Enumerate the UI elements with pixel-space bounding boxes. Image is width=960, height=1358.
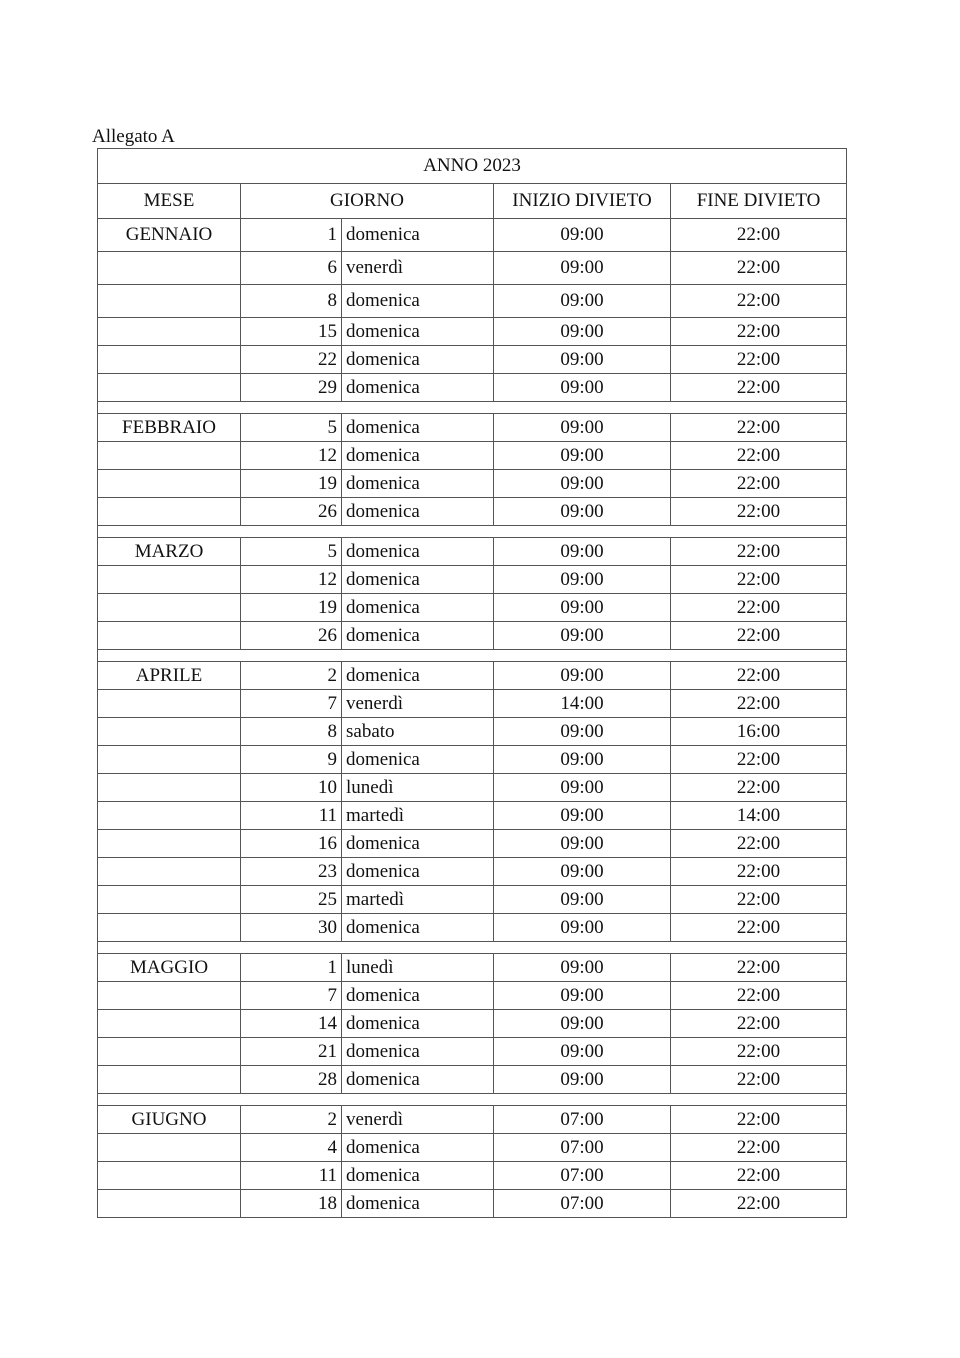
table-row — [98, 1010, 847, 1038]
day-number-cell: 11 — [241, 1162, 342, 1190]
end-time-cell: 22:00 — [671, 346, 847, 374]
weekday-cell: domenica — [342, 914, 494, 942]
end-time-cell: 22:00 — [671, 498, 847, 526]
day-number-cell: 16 — [241, 830, 342, 858]
end-time-cell: 22:00 — [671, 1162, 847, 1190]
start-time-cell: 09:00 — [494, 374, 671, 402]
month-cell — [98, 1134, 241, 1162]
day-number-cell: 7 — [241, 690, 342, 718]
month-cell — [98, 442, 241, 470]
end-time-cell: 22:00 — [671, 414, 847, 442]
month-cell — [98, 1162, 241, 1190]
end-time-cell: 22:00 — [671, 1038, 847, 1066]
day-number-cell: 23 — [241, 858, 342, 886]
month-separator-row — [98, 402, 847, 414]
table-row — [98, 774, 847, 802]
weekday-cell: domenica — [342, 1010, 494, 1038]
end-time-cell: 22:00 — [671, 219, 847, 252]
day-number-cell: 8 — [241, 718, 342, 746]
month-cell — [98, 346, 241, 374]
weekday-cell: venerdì — [342, 1106, 494, 1134]
end-time-cell: 22:00 — [671, 746, 847, 774]
start-time-cell: 09:00 — [494, 774, 671, 802]
table-row — [98, 802, 847, 830]
end-time-cell: 22:00 — [671, 774, 847, 802]
start-time-cell: 09:00 — [494, 1066, 671, 1094]
end-time-cell: 22:00 — [671, 690, 847, 718]
end-time-cell: 22:00 — [671, 982, 847, 1010]
start-time-cell: 09:00 — [494, 594, 671, 622]
month-cell — [98, 318, 241, 346]
end-time-cell: 22:00 — [671, 1134, 847, 1162]
start-time-cell: 09:00 — [494, 285, 671, 318]
day-number-cell: 2 — [241, 1106, 342, 1134]
month-cell — [98, 594, 241, 622]
day-number-cell: 19 — [241, 470, 342, 498]
end-time-cell: 14:00 — [671, 802, 847, 830]
end-time-cell: 22:00 — [671, 830, 847, 858]
table-row — [98, 1066, 847, 1094]
day-number-cell: 5 — [241, 414, 342, 442]
table-row — [98, 982, 847, 1010]
start-time-cell: 09:00 — [494, 252, 671, 285]
start-time-cell: 09:00 — [494, 346, 671, 374]
table-row — [98, 954, 847, 982]
separator-cell — [98, 526, 847, 538]
weekday-cell: domenica — [342, 442, 494, 470]
table-row — [98, 718, 847, 746]
month-cell — [98, 1190, 241, 1218]
month-separator-row — [98, 1094, 847, 1106]
end-time-cell: 22:00 — [671, 374, 847, 402]
end-time-cell: 16:00 — [671, 718, 847, 746]
month-cell: FEBBRAIO — [98, 414, 241, 442]
table-row — [98, 374, 847, 402]
table-row — [98, 252, 847, 285]
separator-cell — [98, 402, 847, 414]
month-separator-row — [98, 650, 847, 662]
weekday-cell: domenica — [342, 1066, 494, 1094]
day-number-cell: 19 — [241, 594, 342, 622]
start-time-cell: 09:00 — [494, 830, 671, 858]
table-title: ANNO 2023 — [98, 149, 847, 184]
day-number-cell: 26 — [241, 622, 342, 650]
start-time-cell: 07:00 — [494, 1190, 671, 1218]
day-number-cell: 26 — [241, 498, 342, 526]
month-cell — [98, 622, 241, 650]
month-cell — [98, 982, 241, 1010]
weekday-cell: domenica — [342, 1134, 494, 1162]
weekday-cell: martedì — [342, 802, 494, 830]
end-time-cell: 22:00 — [671, 594, 847, 622]
table-row — [98, 1106, 847, 1134]
end-time-cell: 22:00 — [671, 442, 847, 470]
start-time-cell: 09:00 — [494, 1010, 671, 1038]
day-number-cell: 2 — [241, 662, 342, 690]
day-number-cell: 6 — [241, 252, 342, 285]
start-time-cell: 09:00 — [494, 622, 671, 650]
end-time-cell: 22:00 — [671, 252, 847, 285]
start-time-cell: 09:00 — [494, 1038, 671, 1066]
table-row — [98, 914, 847, 942]
start-time-cell: 09:00 — [494, 538, 671, 566]
day-number-cell: 21 — [241, 1038, 342, 1066]
end-time-cell: 22:00 — [671, 622, 847, 650]
day-number-cell: 28 — [241, 1066, 342, 1094]
start-time-cell: 09:00 — [494, 914, 671, 942]
weekday-cell: domenica — [342, 318, 494, 346]
weekday-cell: domenica — [342, 566, 494, 594]
header-mese: MESE — [98, 184, 241, 219]
month-cell — [98, 1066, 241, 1094]
day-number-cell: 29 — [241, 374, 342, 402]
weekday-cell: domenica — [342, 285, 494, 318]
end-time-cell: 22:00 — [671, 1066, 847, 1094]
start-time-cell: 09:00 — [494, 982, 671, 1010]
table-row — [98, 566, 847, 594]
weekday-cell: lunedì — [342, 774, 494, 802]
separator-cell — [98, 1094, 847, 1106]
weekday-cell: venerdì — [342, 252, 494, 285]
month-cell — [98, 374, 241, 402]
table-row — [98, 1038, 847, 1066]
month-cell — [98, 252, 241, 285]
table-row — [98, 1190, 847, 1218]
start-time-cell: 09:00 — [494, 954, 671, 982]
table-row — [98, 442, 847, 470]
table-title-row — [98, 149, 847, 184]
day-number-cell: 12 — [241, 566, 342, 594]
weekday-cell: domenica — [342, 414, 494, 442]
header-giorno: GIORNO — [241, 184, 494, 219]
weekday-cell: domenica — [342, 219, 494, 252]
weekday-cell: domenica — [342, 1190, 494, 1218]
day-number-cell: 1 — [241, 954, 342, 982]
table-row — [98, 690, 847, 718]
table-row — [98, 318, 847, 346]
start-time-cell: 09:00 — [494, 746, 671, 774]
day-number-cell: 1 — [241, 219, 342, 252]
table-row — [98, 470, 847, 498]
header-fine-divieto: FINE DIVIETO — [671, 184, 847, 219]
month-cell — [98, 830, 241, 858]
weekday-cell: domenica — [342, 594, 494, 622]
start-time-cell: 09:00 — [494, 858, 671, 886]
weekday-cell: lunedì — [342, 954, 494, 982]
end-time-cell: 22:00 — [671, 1190, 847, 1218]
month-cell: APRILE — [98, 662, 241, 690]
end-time-cell: 22:00 — [671, 1010, 847, 1038]
weekday-cell: domenica — [342, 1162, 494, 1190]
weekday-cell: domenica — [342, 538, 494, 566]
start-time-cell: 09:00 — [494, 414, 671, 442]
day-number-cell: 18 — [241, 1190, 342, 1218]
month-cell — [98, 886, 241, 914]
month-cell — [98, 1010, 241, 1038]
weekday-cell: domenica — [342, 858, 494, 886]
month-cell — [98, 285, 241, 318]
start-time-cell: 09:00 — [494, 802, 671, 830]
month-cell: GENNAIO — [98, 219, 241, 252]
month-cell — [98, 746, 241, 774]
table-row — [98, 886, 847, 914]
table-row — [98, 498, 847, 526]
start-time-cell: 09:00 — [494, 662, 671, 690]
month-cell — [98, 774, 241, 802]
end-time-cell: 22:00 — [671, 285, 847, 318]
month-separator-row — [98, 942, 847, 954]
start-time-cell: 07:00 — [494, 1106, 671, 1134]
end-time-cell: 22:00 — [671, 954, 847, 982]
month-cell — [98, 470, 241, 498]
day-number-cell: 22 — [241, 346, 342, 374]
end-time-cell: 22:00 — [671, 538, 847, 566]
month-cell — [98, 690, 241, 718]
month-cell: GIUGNO — [98, 1106, 241, 1134]
weekday-cell: domenica — [342, 622, 494, 650]
start-time-cell: 09:00 — [494, 470, 671, 498]
month-cell — [98, 1038, 241, 1066]
table-row — [98, 285, 847, 318]
weekday-cell: domenica — [342, 746, 494, 774]
weekday-cell: domenica — [342, 1038, 494, 1066]
weekday-cell: domenica — [342, 470, 494, 498]
start-time-cell: 09:00 — [494, 886, 671, 914]
table-row — [98, 858, 847, 886]
header-inizio-divieto: INIZIO DIVIETO — [494, 184, 671, 219]
weekday-cell: domenica — [342, 982, 494, 1010]
table-row — [98, 538, 847, 566]
end-time-cell: 22:00 — [671, 914, 847, 942]
month-cell: MARZO — [98, 538, 241, 566]
end-time-cell: 22:00 — [671, 886, 847, 914]
day-number-cell: 14 — [241, 1010, 342, 1038]
start-time-cell: 09:00 — [494, 318, 671, 346]
separator-cell — [98, 942, 847, 954]
traffic-ban-schedule-table — [97, 148, 847, 1218]
weekday-cell: domenica — [342, 830, 494, 858]
table-row — [98, 1162, 847, 1190]
start-time-cell: 07:00 — [494, 1134, 671, 1162]
table-row — [98, 622, 847, 650]
month-separator-row — [98, 526, 847, 538]
day-number-cell: 11 — [241, 802, 342, 830]
month-cell — [98, 802, 241, 830]
table-row — [98, 414, 847, 442]
document-caption: Allegato A — [92, 126, 175, 147]
end-time-cell: 22:00 — [671, 318, 847, 346]
start-time-cell: 09:00 — [494, 219, 671, 252]
end-time-cell: 22:00 — [671, 470, 847, 498]
end-time-cell: 22:00 — [671, 1106, 847, 1134]
end-time-cell: 22:00 — [671, 662, 847, 690]
table-row — [98, 746, 847, 774]
start-time-cell: 09:00 — [494, 442, 671, 470]
day-number-cell: 25 — [241, 886, 342, 914]
day-number-cell: 9 — [241, 746, 342, 774]
table-row — [98, 1134, 847, 1162]
day-number-cell: 7 — [241, 982, 342, 1010]
table-row — [98, 346, 847, 374]
weekday-cell: domenica — [342, 662, 494, 690]
day-number-cell: 10 — [241, 774, 342, 802]
day-number-cell: 4 — [241, 1134, 342, 1162]
start-time-cell: 09:00 — [494, 566, 671, 594]
start-time-cell: 14:00 — [494, 690, 671, 718]
weekday-cell: sabato — [342, 718, 494, 746]
month-cell — [98, 718, 241, 746]
day-number-cell: 5 — [241, 538, 342, 566]
table-row — [98, 662, 847, 690]
month-cell — [98, 858, 241, 886]
end-time-cell: 22:00 — [671, 858, 847, 886]
weekday-cell: venerdì — [342, 690, 494, 718]
day-number-cell: 8 — [241, 285, 342, 318]
separator-cell — [98, 650, 847, 662]
weekday-cell: domenica — [342, 374, 494, 402]
month-cell — [98, 914, 241, 942]
day-number-cell: 30 — [241, 914, 342, 942]
day-number-cell: 15 — [241, 318, 342, 346]
table-header-row — [98, 184, 847, 219]
weekday-cell: domenica — [342, 346, 494, 374]
table-row — [98, 219, 847, 252]
start-time-cell: 09:00 — [494, 718, 671, 746]
weekday-cell: martedì — [342, 886, 494, 914]
table-row — [98, 830, 847, 858]
day-number-cell: 12 — [241, 442, 342, 470]
weekday-cell: domenica — [342, 498, 494, 526]
month-cell: MAGGIO — [98, 954, 241, 982]
start-time-cell: 09:00 — [494, 498, 671, 526]
end-time-cell: 22:00 — [671, 566, 847, 594]
month-cell — [98, 566, 241, 594]
month-cell — [98, 498, 241, 526]
table-body — [98, 149, 847, 1218]
table-row — [98, 594, 847, 622]
start-time-cell: 07:00 — [494, 1162, 671, 1190]
